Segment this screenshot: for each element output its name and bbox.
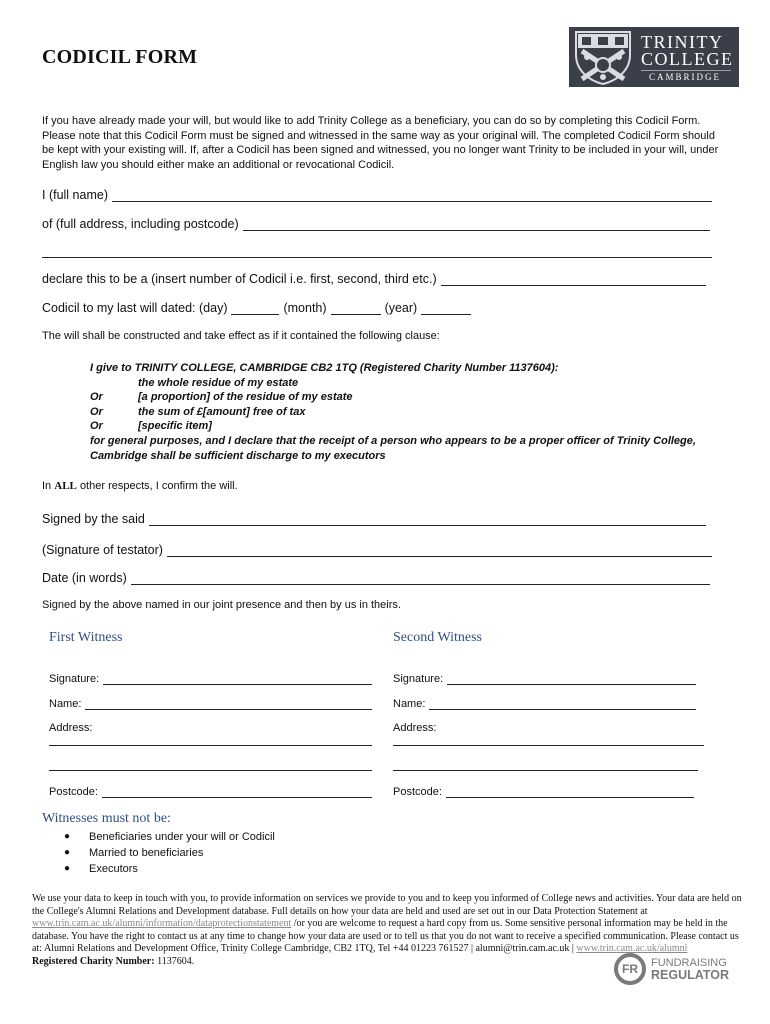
- clause-option-residue: the whole residue of my estate: [138, 376, 299, 389]
- address-field[interactable]: [243, 218, 710, 231]
- privacy-text-1: We use your data to keep in touch with you, to provide information on services we provide to you and to keep you informed of College news and activities. Your data are held on the College's Alumni Relations and Development database. Full details on how your data are held and used are set out in our Data Protection Statement at: [32, 893, 742, 917]
- testator-signature-row: [42, 543, 712, 557]
- signed-by-field[interactable]: [149, 513, 706, 526]
- must-not-list: [64, 829, 275, 877]
- first-witness-name-row: [49, 697, 372, 710]
- confirm-text: [42, 480, 238, 492]
- address-label: of (full address, including postcode): [42, 217, 239, 231]
- second-witness-postcode-row: [393, 785, 694, 798]
- second-witness-name-field[interactable]: [429, 697, 696, 710]
- bullet-icon: ●: [64, 831, 71, 842]
- full-name-row: [42, 188, 712, 202]
- fr-logo-icon: FR: [614, 953, 646, 985]
- logo-rule: [641, 70, 731, 71]
- fr-text-fundraising: FUNDRAISING: [651, 957, 727, 969]
- clause-option-item: [specific item]: [138, 420, 212, 433]
- declare-label: declare this to be a (insert number of Codicil i.e. first, second, third etc.): [42, 272, 437, 286]
- date-words-row: [42, 571, 710, 585]
- first-witness-address-label: Address:: [49, 722, 93, 734]
- clause-tail: for general purposes, and I declare that the receipt of a person who appears to be a proper officer of Trinity College, Cambridge shall be sufficient discharge to my executors: [90, 434, 696, 462]
- clause-option-proportion: [a proportion] of the residue of my estate: [138, 391, 353, 404]
- clause-lead: I give to TRINITY COLLEGE, CAMBRIDGE CB2 1TQ (Registered Charity Number 1137604):: [90, 362, 559, 374]
- joint-presence-text: Signed by the above named in our joint presence and then by us in theirs.: [42, 599, 401, 611]
- fundraising-regulator-badge: [614, 953, 729, 985]
- year-label: (year): [384, 301, 418, 315]
- second-witness-name-row: [393, 697, 696, 710]
- intro-paragraph: If you have already made your will, but would like to add Trinity College as a beneficiary, you can do so by completing this Codicil Form. Please note that this Codicil Form must be signed and witnessed in the same way as your original will. The completed Codicil Form should be kept with your existing will. If, after a Codicil has been signed and witnessed, you no longer want Trinity to be included in your will, under English law you should either make an additional or revocational Codicil.: [42, 115, 719, 171]
- second-witness-heading: Second Witness: [393, 630, 483, 645]
- page-title: CODICIL FORM: [42, 46, 198, 68]
- second-witness-postcode-label: Postcode:: [393, 786, 442, 798]
- clause-or: Or: [90, 420, 103, 433]
- day-field[interactable]: [231, 303, 279, 315]
- first-witness-signature-field[interactable]: [103, 672, 372, 685]
- address-line-2[interactable]: [42, 246, 712, 258]
- first-witness-signature-label: Signature:: [49, 673, 100, 685]
- college-crest-icon: [572, 29, 634, 85]
- confirm-all: ALL: [54, 480, 77, 492]
- list-item: ● Executors: [64, 863, 138, 875]
- first-witness-signature-row: [49, 672, 372, 685]
- testator-signature-label: (Signature of testator): [42, 543, 163, 557]
- logo-text-cambridge: CAMBRIDGE: [649, 72, 722, 82]
- second-witness-postcode-field[interactable]: [446, 785, 694, 798]
- second-witness-address-line-2[interactable]: [393, 759, 698, 771]
- data-protection-link[interactable]: www.trin.cam.ac.uk/alumni/information/dataprotectionstatement: [32, 918, 292, 930]
- declare-row: [42, 272, 706, 286]
- year-field[interactable]: [421, 303, 471, 315]
- signed-by-label: Signed by the said: [42, 512, 145, 526]
- month-label: (month): [283, 301, 327, 315]
- date-words-label: Date (in words): [42, 571, 127, 585]
- first-witness-heading: First Witness: [49, 630, 123, 645]
- first-witness-name-field[interactable]: [85, 697, 372, 710]
- second-witness-signature-field[interactable]: [447, 672, 696, 685]
- second-witness-address-label: Address:: [393, 722, 437, 734]
- will-dated-row: [42, 301, 482, 315]
- full-name-label: I (full name): [42, 188, 108, 202]
- codicil-number-field[interactable]: [441, 273, 706, 286]
- bullet-icon: ●: [64, 847, 71, 858]
- confirm-post: other respects, I confirm the will.: [79, 480, 238, 492]
- logo-text-college: COLLEGE: [641, 49, 734, 69]
- clause-or: Or: [90, 391, 103, 404]
- clause-or: Or: [90, 405, 103, 418]
- charity-number-label: Registered Charity Number:: [32, 955, 155, 967]
- will-dated-label: Codicil to my last will dated: (day): [42, 301, 228, 315]
- address-row: [42, 217, 710, 231]
- full-name-field[interactable]: [112, 189, 712, 202]
- list-item: ● Married to beneficiaries: [64, 847, 204, 859]
- fr-text-regulator: REGULATOR: [651, 968, 730, 982]
- charity-number-value: 1137604.: [157, 955, 195, 967]
- list-item: ● Beneficiaries under your will or Codicil: [64, 831, 275, 843]
- testator-signature-field[interactable]: [167, 544, 712, 557]
- alumni-link[interactable]: www.trin.cam.ac.uk/alumni: [576, 943, 688, 955]
- must-not-heading: Witnesses must not be:: [42, 811, 171, 826]
- construct-text: The will shall be constructed and take effect as if it contained the following clause:: [42, 330, 440, 342]
- logo-text-trinity: TRINITY: [641, 32, 724, 52]
- first-witness-postcode-label: Postcode:: [49, 786, 98, 798]
- first-witness-postcode-row: [49, 785, 372, 798]
- bullet-icon: ●: [64, 863, 71, 874]
- clause-option-sum: the sum of £[amount] free of tax: [138, 405, 306, 418]
- first-witness-postcode-field[interactable]: [102, 785, 372, 798]
- privacy-text-2: /or you are welcome to request a hard copy from us. Some sensitive personal information may be held in the database. You have the right to contact us at any time to change how your data are used or to tell us that you do not want to receive a specified communication. Please contact us at: Alumni Relations and Development Office, Trinity College Cambridge, CB2 1TQ, Tel +44 01223 761527 | alumni@trin.cam.ac.uk |: [32, 918, 739, 955]
- trinity-college-logo: [569, 27, 739, 87]
- signed-by-row: [42, 512, 706, 526]
- second-witness-address-line-1[interactable]: [393, 734, 704, 746]
- month-field[interactable]: [331, 303, 381, 315]
- bequest-clause: [90, 361, 710, 463]
- first-witness-name-label: Name:: [49, 698, 82, 710]
- first-witness-address-line-1[interactable]: [49, 734, 372, 746]
- first-witness-address-line-2[interactable]: [49, 759, 372, 771]
- second-witness-signature-label: Signature:: [393, 673, 444, 685]
- second-witness-name-label: Name:: [393, 698, 426, 710]
- date-words-field[interactable]: [131, 572, 710, 585]
- second-witness-signature-row: [393, 672, 696, 685]
- confirm-pre: In: [42, 480, 52, 492]
